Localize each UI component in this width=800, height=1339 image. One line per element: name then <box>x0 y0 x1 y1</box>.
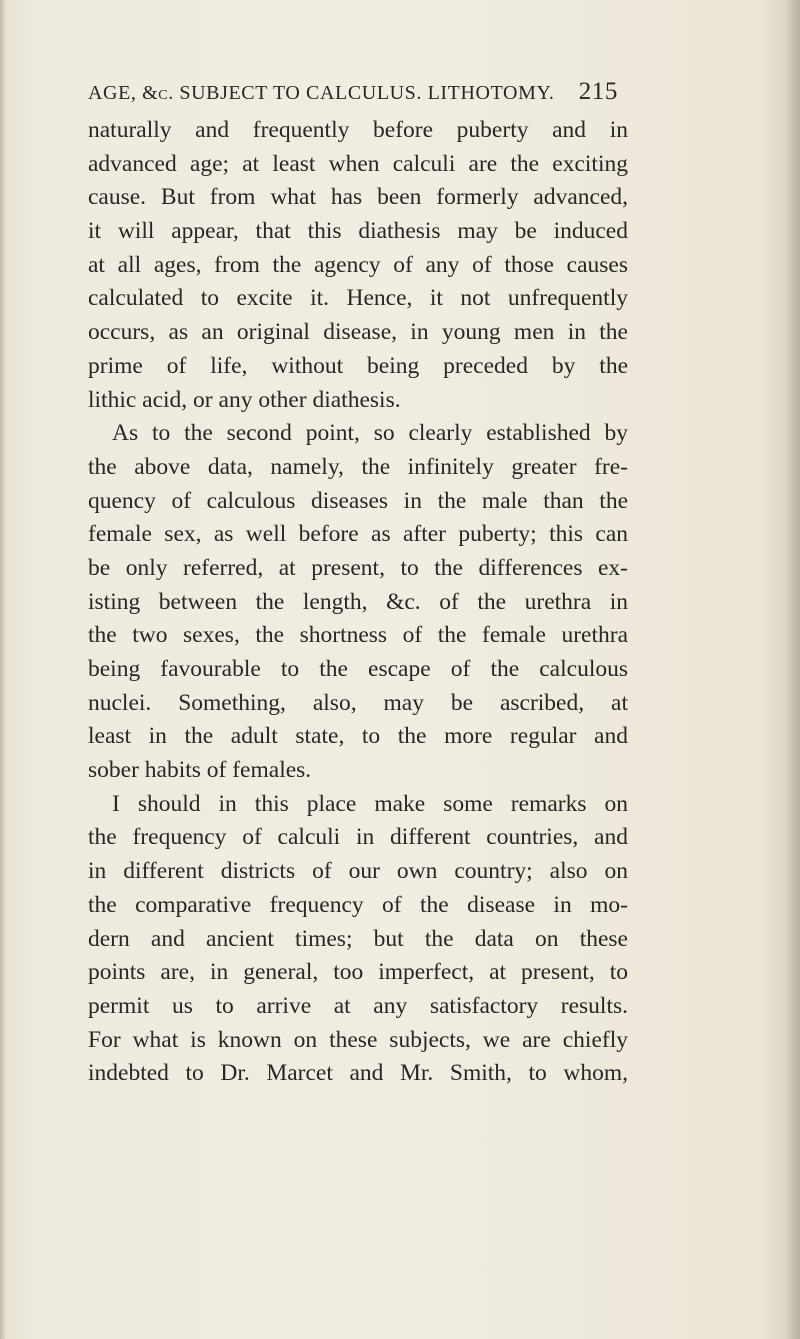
text-line: least in the adult state, to the more regular and <box>88 723 628 750</box>
page-header <box>88 78 618 112</box>
page-gutter-shadow <box>0 0 6 1339</box>
page-edge <box>786 0 800 1339</box>
text-line: in different districts of our own country; also on <box>88 858 628 885</box>
text-line: As to the second point, so clearly established by <box>112 420 628 447</box>
text-line: nuclei. Something, also, may be ascribed, at <box>88 689 628 716</box>
text-line: at all ages, from the agency of any of those causes <box>88 251 628 278</box>
text-line: lithic acid, or any other diathesis. <box>88 386 401 413</box>
text-line: calculated to excite it. Hence, it not unfrequently <box>88 285 628 312</box>
text-line: advanced age; at least when calculi are the exciting <box>88 150 628 177</box>
text-line: I should in this place make some remarks on <box>112 790 628 817</box>
text-line: dern and ancient times; but the data on these <box>88 925 628 952</box>
body-text <box>88 114 628 1091</box>
running-head: AGE, &c. SUBJECT TO CALCULUS. LITHOTOMY. <box>88 82 555 104</box>
text-line: naturally and frequently before puberty and in <box>88 117 628 143</box>
text-line: prime of life, without being preceded by the <box>88 352 628 379</box>
text-line: quency of calculous diseases in the male than the <box>88 487 628 514</box>
text-line: points are, in general, too imperfect, at present, to <box>88 959 628 986</box>
text-line: the above data, namely, the infinitely greater fre- <box>88 453 628 480</box>
text-line: isting between the length, &c. of the urethra in <box>88 588 628 615</box>
text-line: sober habits of females. <box>88 757 312 784</box>
text-line: it will appear, that this diathesis may be induced <box>88 218 628 245</box>
text-line: being favourable to the escape of the calculous <box>88 656 628 682</box>
text-line: occurs, as an original disease, in young men in the <box>88 319 628 346</box>
text-line: the two sexes, the shortness of the female urethra <box>88 622 628 649</box>
text-line: For what is known on these subjects, we are chiefly <box>88 1026 628 1053</box>
text-line: female sex, as well before as after puberty; this can <box>88 521 628 548</box>
text-line: permit us to arrive at any satisfactory results. <box>88 992 628 1019</box>
text-line: be only referred, at present, to the differences ex- <box>88 554 628 581</box>
text-line: cause. But from what has been formerly advanced, <box>88 184 628 211</box>
text-line: the frequency of calculi in different countries, and <box>88 824 628 851</box>
page-number: 215 <box>578 78 618 105</box>
text-line: the comparative frequency of the disease in mo- <box>88 891 628 918</box>
text-line: indebted to Dr. Marcet and Mr. Smith, to whom, <box>88 1060 628 1087</box>
